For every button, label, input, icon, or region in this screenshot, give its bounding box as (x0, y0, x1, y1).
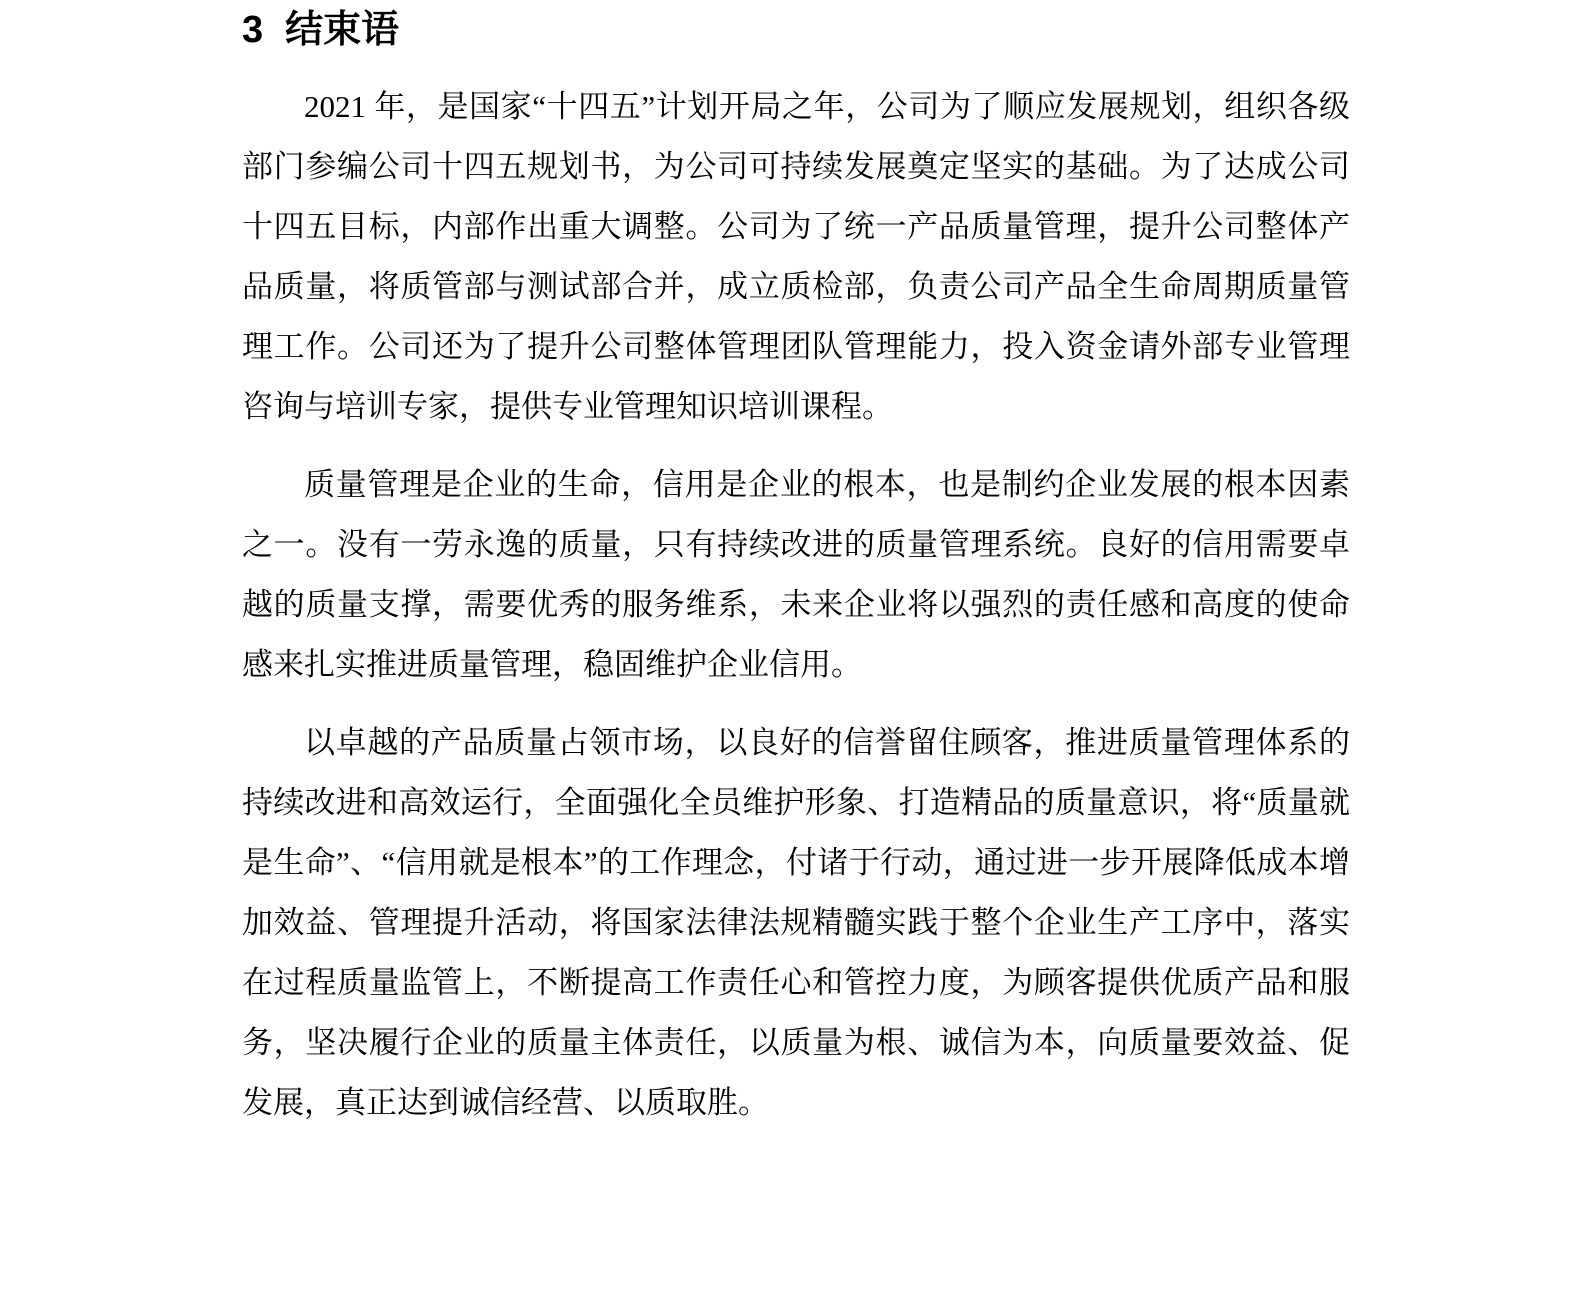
section-heading-number: 3 (242, 9, 264, 51)
paragraph-2: 质量管理是企业的生命，信用是企业的根本，也是制约企业发展的根本因素之一。没有一劳永逸的质量，只有持续改进的质量管理系统。良好的信用需要卓越的质量支撑，需要优秀的服务维系，未来企业将以强烈的责任感和高度的使命感来扎实推进质量管理，稳固维护企业信用。 (242, 467, 1350, 682)
paragraph-3: 以卓越的产品质量占领市场，以良好的信誉留住顾客，推进质量管理体系的持续改进和高效运行，全面强化全员维护形象、打造精品的质量意识，将“质量就是生命”、“信用就是根本”的工作理念，付诸于行动，通过进一步开展降低成本增加效益、管理提升活动，将国家法律法规精髓实践于整个企业生产工序中，落实在过程质量监管上，不断提高工作责任心和管控力度，为顾客提供优质产品和服务，坚决履行企业的质量主体责任，以质量为根、诚信为本，向质量要效益、促发展，真正达到诚信经营、以质取胜。 (242, 725, 1350, 1120)
section-heading-title: 结束语 (285, 9, 400, 51)
paragraph-1: 2021 年，是国家“十四五”计划开局之年，公司为了顺应发展规划，组织各级部门参编公司十四五规划书，为公司可持续发展奠定坚实的基础。为了达成公司十四五目标，内部作出重大调整。公司为了统一产品质量管理，提升公司整体产品质量，将质管部与测试部合并，成立质检部，负责公司产品全生命周期质量管理工作。公司还为了提升公司整体管理团队管理能力，投入资金请外部专业管理咨询与培训专家，提供专业管理知识培训课程。 (242, 89, 1350, 424)
document-content (242, 0, 1350, 1151)
section-heading (242, 10, 1350, 50)
